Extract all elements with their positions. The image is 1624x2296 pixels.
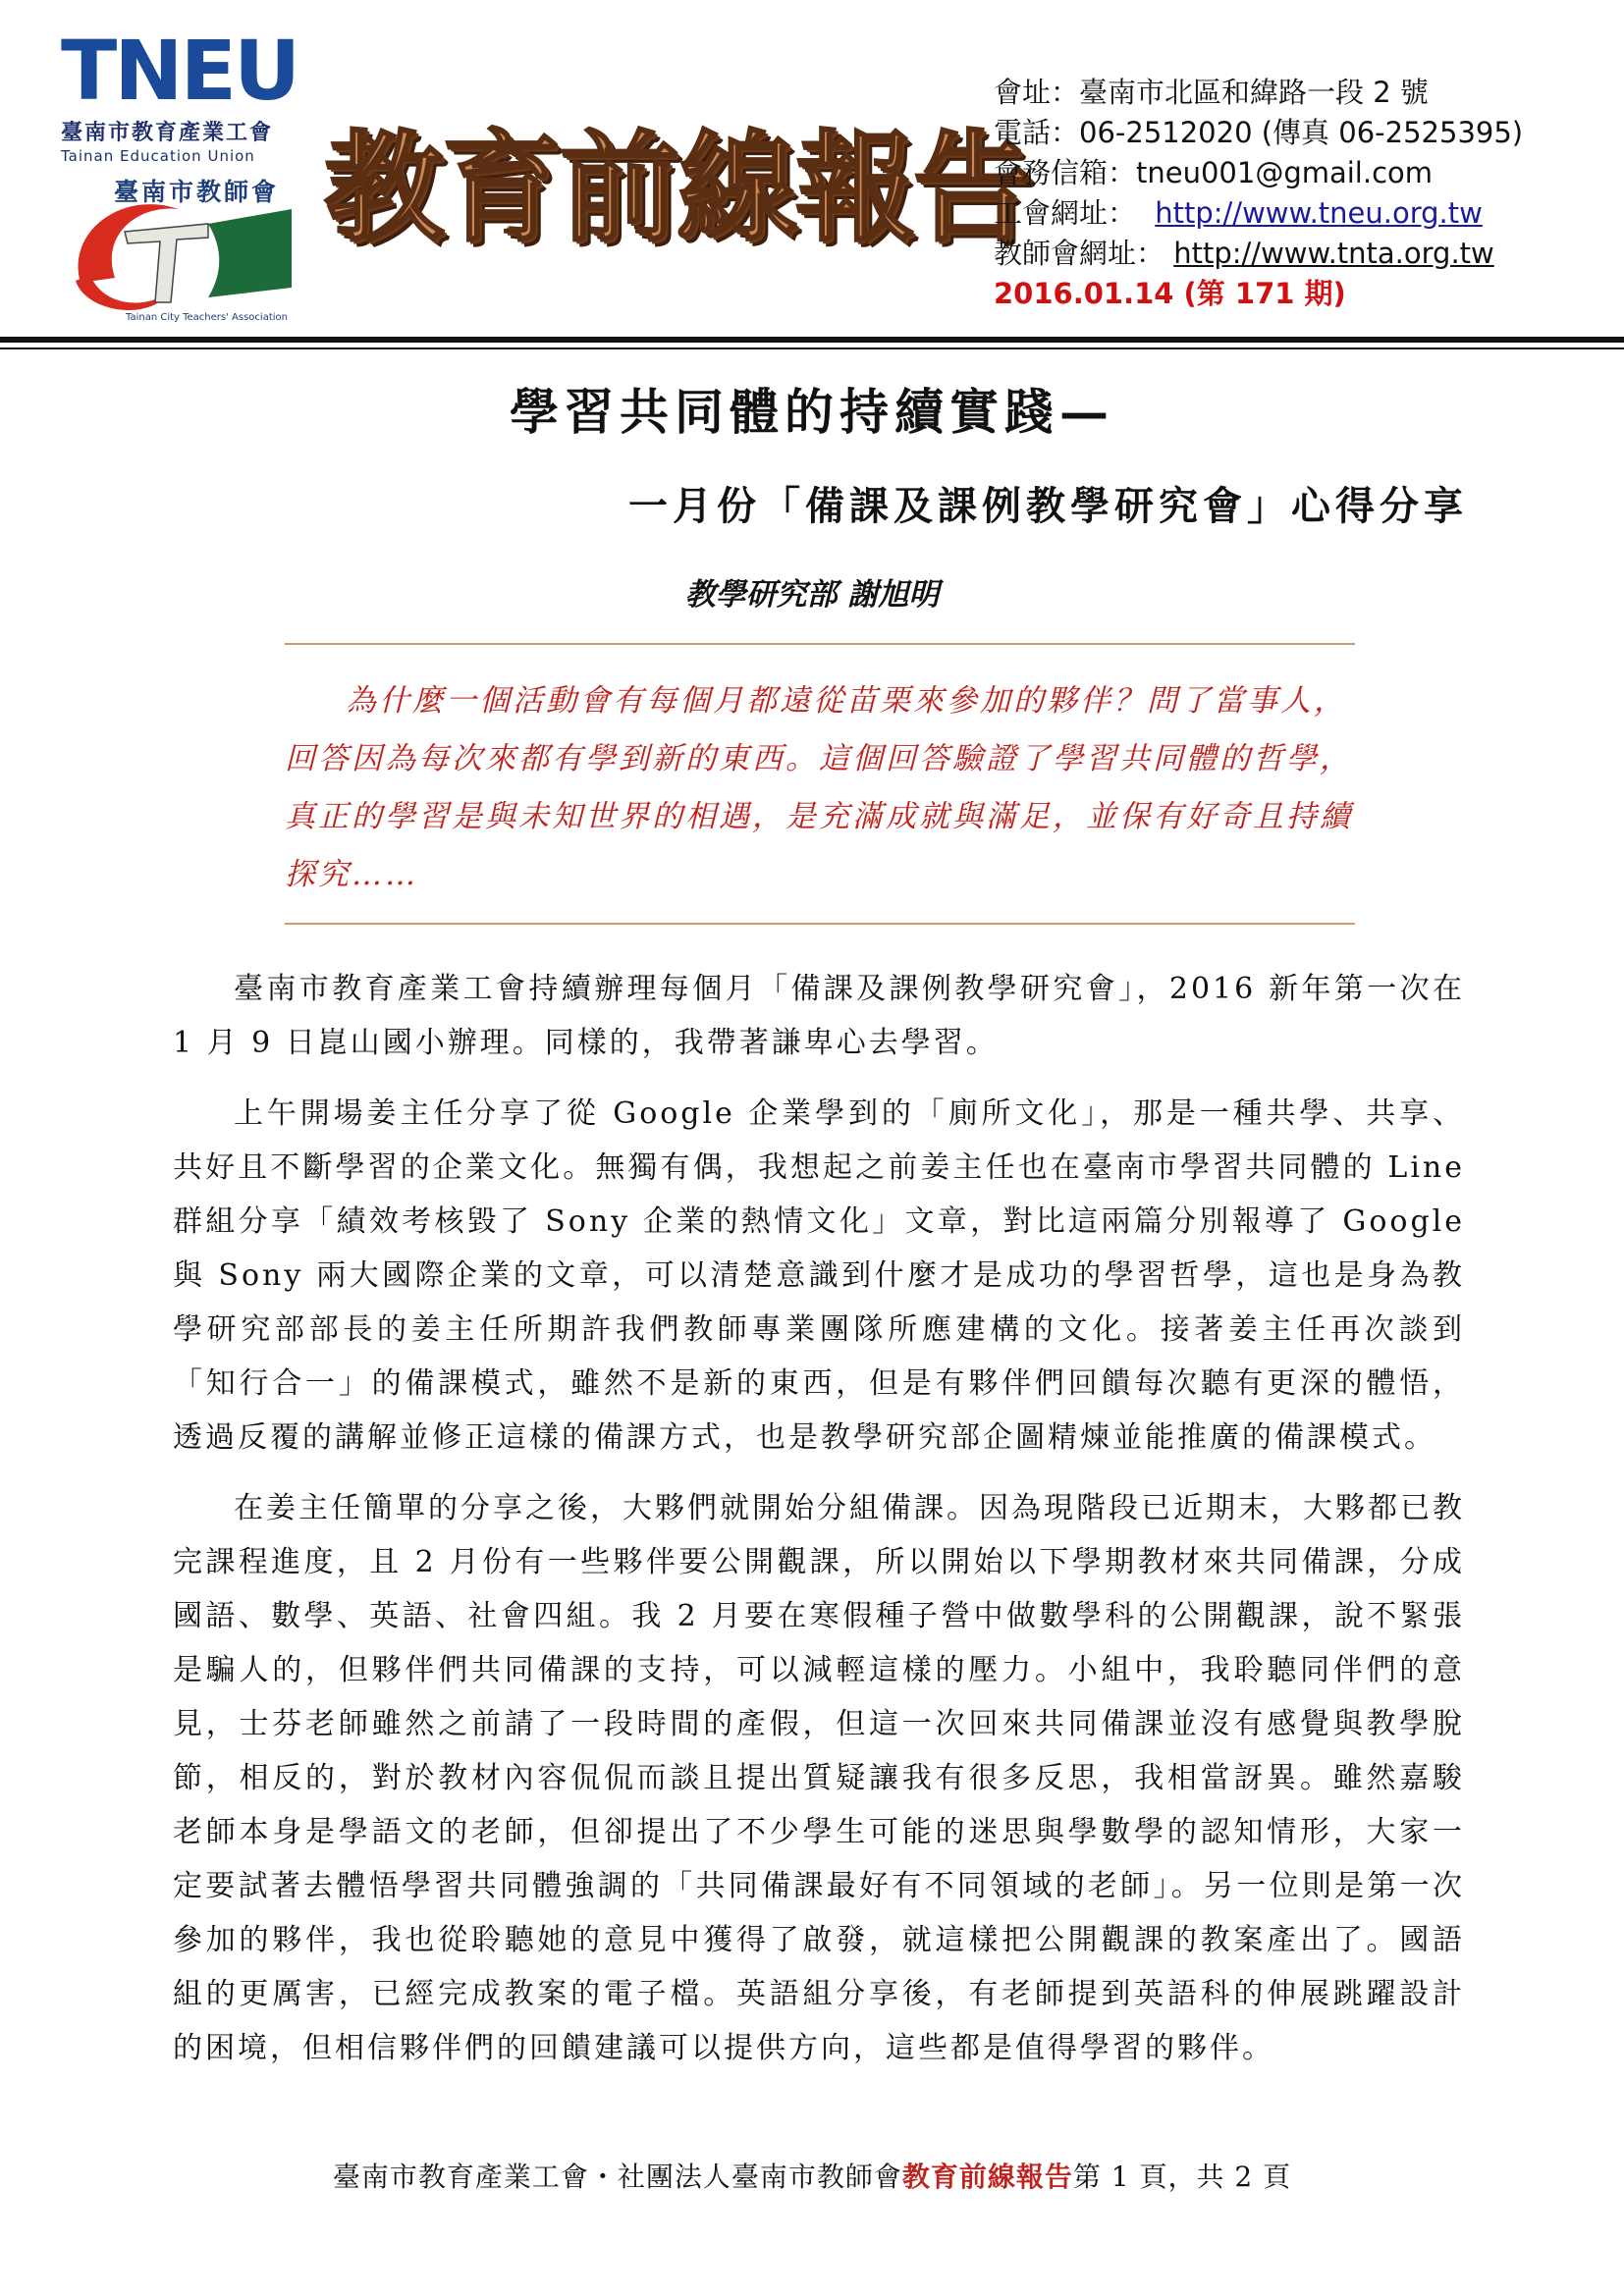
tneu-logo	[61, 23, 298, 165]
contact-email: 會務信箱：tneu001@gmail.com	[994, 156, 1434, 189]
union-name-en: Tainan Education Union	[61, 147, 255, 165]
quote-divider-bottom	[285, 923, 1355, 925]
article-author: 教學研究部 謝旭明	[684, 577, 940, 613]
contact-block	[994, 73, 1602, 314]
article-subtitle: 一月份「備課及課例教學研究會」心得分享	[628, 483, 1468, 529]
article-body	[173, 962, 1465, 2092]
union-site-link[interactable]: http://www.tneu.org.tw	[1155, 196, 1483, 230]
article-title: 學習共同體的持續實踐—	[510, 383, 1114, 441]
header-divider-thin	[0, 347, 1624, 349]
contact-address: 會址：臺南市北區和緯路一段 2 號	[994, 76, 1429, 109]
tneu-logo-letters: TNEU	[61, 23, 298, 119]
contact-assoc-site	[994, 234, 1602, 274]
quote-divider-top	[285, 643, 1355, 645]
footer-org: 臺南市教育產業工會・社團法人臺南市教師會	[332, 2161, 902, 2193]
lead-quote: 為什麼一個活動會有每個月都遠從苗栗來參加的夥伴？問了當事人，回答因為每次來都有學到新的東西。這個回答驗證了學習共同體的哲學，真正的學習是與未知世界的相遇，是充滿成就與滿足，並保有好奇且持續探究……	[285, 683, 1353, 892]
issue-date: 2016.01.14 (第 171 期)	[994, 277, 1346, 310]
header-divider	[0, 337, 1624, 343]
masthead-title: 教育前線報告	[324, 119, 1031, 258]
body-paragraph: 上午開場姜主任分享了從 Google 企業學到的「廁所文化」，那是一種共學、共享、共好且不斷學習的企業文化。無獨有偶，我想起之前姜主任也在臺南市學習共同體的 Line 群組分享「績效考核毀了 Sony 企業的熱情文化」文章，對比這兩篇分別報導了 Google 與 Sony 兩大國際企業的文章，可以清楚意識到什麼才是成功的學習哲學，這也是身為教學研究部部長的姜主任所期許我們教師專業團隊所應建構的文化。接著姜主任再次談到「知行合一」的備課模式，雖然不是新的東西，但是有夥伴們回饋每次聽有更深的體悟，透過反覆的講解並修正這樣的備課方式，也是教學研究部企圖精煉並能推廣的備課模式。	[173, 1096, 1465, 1455]
association-name-en: Tainan City Teachers' Association	[126, 312, 288, 323]
union-site-label: 工會網址：	[994, 196, 1137, 230]
footer-page-number: 第 1 頁，共 2 頁	[1072, 2161, 1292, 2193]
assoc-site-label: 教師會網址：	[994, 237, 1165, 270]
contact-union-site	[994, 193, 1602, 234]
footer-brand: 教育前線報告	[901, 2161, 1073, 2193]
union-name-zh: 臺南市教育產業工會	[61, 121, 274, 145]
contact-phone: 電話：06-2512020 (傳真 06-2525395)	[994, 116, 1524, 149]
body-paragraph: 在姜主任簡單的分享之後，大夥們就開始分組備課。因為現階段已近期末，大夥都已教完課程進度，且 2 月份有一些夥伴要公開觀課，所以開始以下學期教材來共同備課，分成國語、數學、英語、社會四組。我 2 月要在寒假種子營中做數學科的公開觀課，說不緊張是騙人的，但夥伴們共同備課的支持，可以減輕這樣的壓力。小組中，我聆聽同伴們的意見，士芬老師雖然之前請了一段時間的產假，但這一次回來共同備課並沒有感覺與教學脫節，相反的，對於教材內容侃侃而談且提出質疑讓我有很多反思，我相當訝異。雖然嘉駿老師本身是學語文的老師，但卻提出了不少學生可能的迷思與學數學的認知情形，大家一定要試著去體悟學習共同體強調的「共同備課最好有不同領域的老師」。另一位則是第一次參加的夥伴，我也從聆聽她的意見中獲得了啟發，就這樣把公開觀課的教案產出了。國語組的更厲害，已經完成教案的電子檔。英語組分享後，有老師提到英語科的伸展跳躍設計的困境，但相信夥伴們的回饋建議可以提供方向，這些都是值得學習的夥伴。	[173, 1491, 1465, 2065]
assoc-site-link[interactable]: http://www.tnta.org.tw	[1173, 237, 1494, 270]
body-paragraph: 臺南市教育產業工會持續辦理每個月「備課及課例教學研究會」，2016 新年第一次在 1 月 9 日崑山國小辦理。同樣的，我帶著謙卑心去學習。	[173, 972, 1465, 1060]
page-footer	[0, 2156, 1624, 2195]
association-name-zh: 臺南市教師會	[114, 178, 280, 206]
masthead	[324, 90, 1031, 296]
